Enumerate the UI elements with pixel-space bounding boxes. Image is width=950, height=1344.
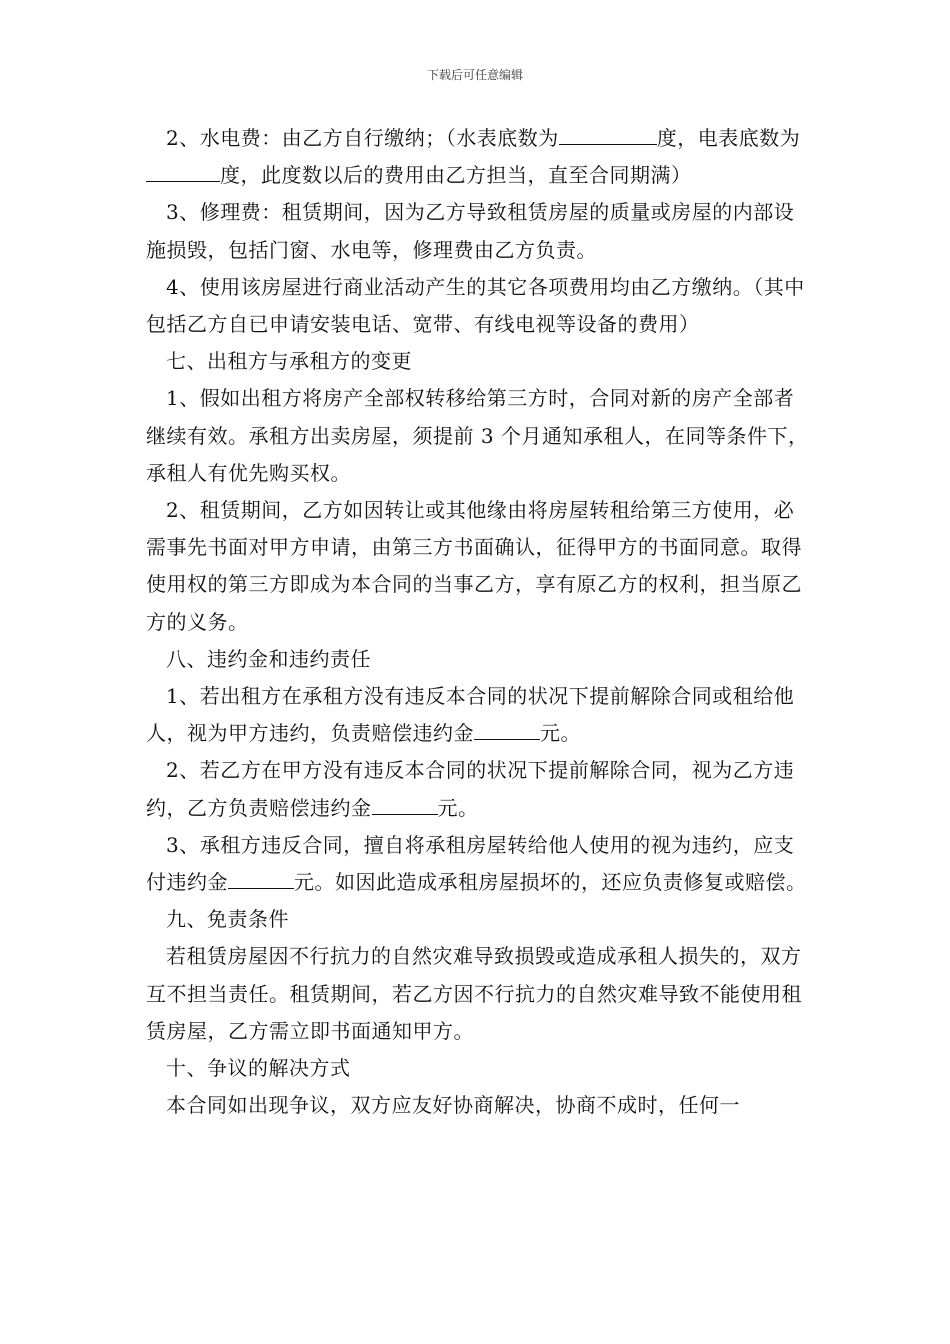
utility-fee-text-b: 度，电表底数为 (656, 126, 801, 150)
sublease-clause: 2、租赁期间，乙方如因转让或其他缘由将房屋转租给第三方使用，必需事先书面对甲方申请，由第三方书面确认，征得甲方的书面同意。取得使用权的第三方即成为本合同的当事乙方，享有原乙方的权利，担当原乙方的义务。 (146, 498, 802, 634)
lessee-breach-text: 2、若乙方在甲方没有违反本合同的状况下提前解除合同，视为乙方违约，乙方负责赔偿违约金 (146, 758, 795, 820)
section-heading: 七、出租方与承租方的变更 (166, 349, 412, 374)
force-majeure-clause: 若租赁房屋因不行抗力的自然灾难导致损毁或造成承租人损失的，双方互不担当责任。租赁期间，若乙方因不行抗力的自然灾难导致不能使用租赁房屋，乙方需立即书面通知甲方。 (146, 944, 802, 1043)
section-heading: 九、免责条件 (166, 907, 289, 932)
utility-fee-text-c: 度，此度数以后的费用由乙方担当，直至合同期满） (220, 163, 692, 188)
water-meter-blank (559, 122, 657, 145)
unauthorized-transfer-clause (146, 827, 810, 901)
lessor-breach-unit: 元。 (540, 721, 581, 746)
ownership-transfer-clause: 1、假如出租方将房产全部权转移给第三方时，合同对新的房产全部者继续有效。承租方出卖房屋，须提前 3 个月通知承租人，在同等条件下，承租人有优先购买权。 (146, 386, 809, 485)
repair-fee-clause: 3、修理费：租赁期间，因为乙方导致租赁房屋的质量或房屋的内部设施损毁，包括门窗、水电等，修理费由乙方负责。 (146, 200, 795, 262)
penalty-amount-blank (228, 866, 294, 889)
lessee-breach-unit: 元。 (437, 795, 479, 820)
lessor-breach-clause (146, 678, 810, 752)
penalty-amount-blank (372, 792, 438, 815)
utility-fee-clause (146, 120, 810, 194)
electric-meter-blank (146, 159, 220, 182)
dispute-clause: 本合同如出现争议，双方应友好协商解决，协商不成时，任何一 (166, 1093, 740, 1118)
lessee-breach-clause (146, 752, 810, 826)
unauthorized-transfer-text: 3、承租方违反合同，擅自将承租房屋转给他人使用的视为违约，应支付违约金 (146, 832, 795, 895)
penalty-amount-blank (474, 717, 540, 740)
page-header: 下载后可任意编辑 (426, 68, 523, 82)
unauthorized-transfer-text-b: 元。如因此造成承租房屋损坏的，还应负责修复或赔偿。 (294, 870, 807, 895)
lessor-breach-text: 1、若出租方在承租方没有违反本合同的状况下提前解除合同或租给他人，视为甲方违约，负责赔偿违约金 (146, 684, 795, 746)
contract-body (146, 120, 810, 1124)
other-fees-clause: 4、使用该房屋进行商业活动产生的其它各项费用均由乙方缴纳。（其中包括乙方自已申请安装电话、宽带、有线电视等设备的费用） (146, 274, 805, 337)
section-heading: 十、争议的解决方式 (166, 1056, 351, 1081)
section-heading: 八、违约金和违约责任 (166, 646, 371, 671)
utility-fee-text-a: 2、水电费：由乙方自行缴纳；（水表底数为 (166, 126, 559, 150)
